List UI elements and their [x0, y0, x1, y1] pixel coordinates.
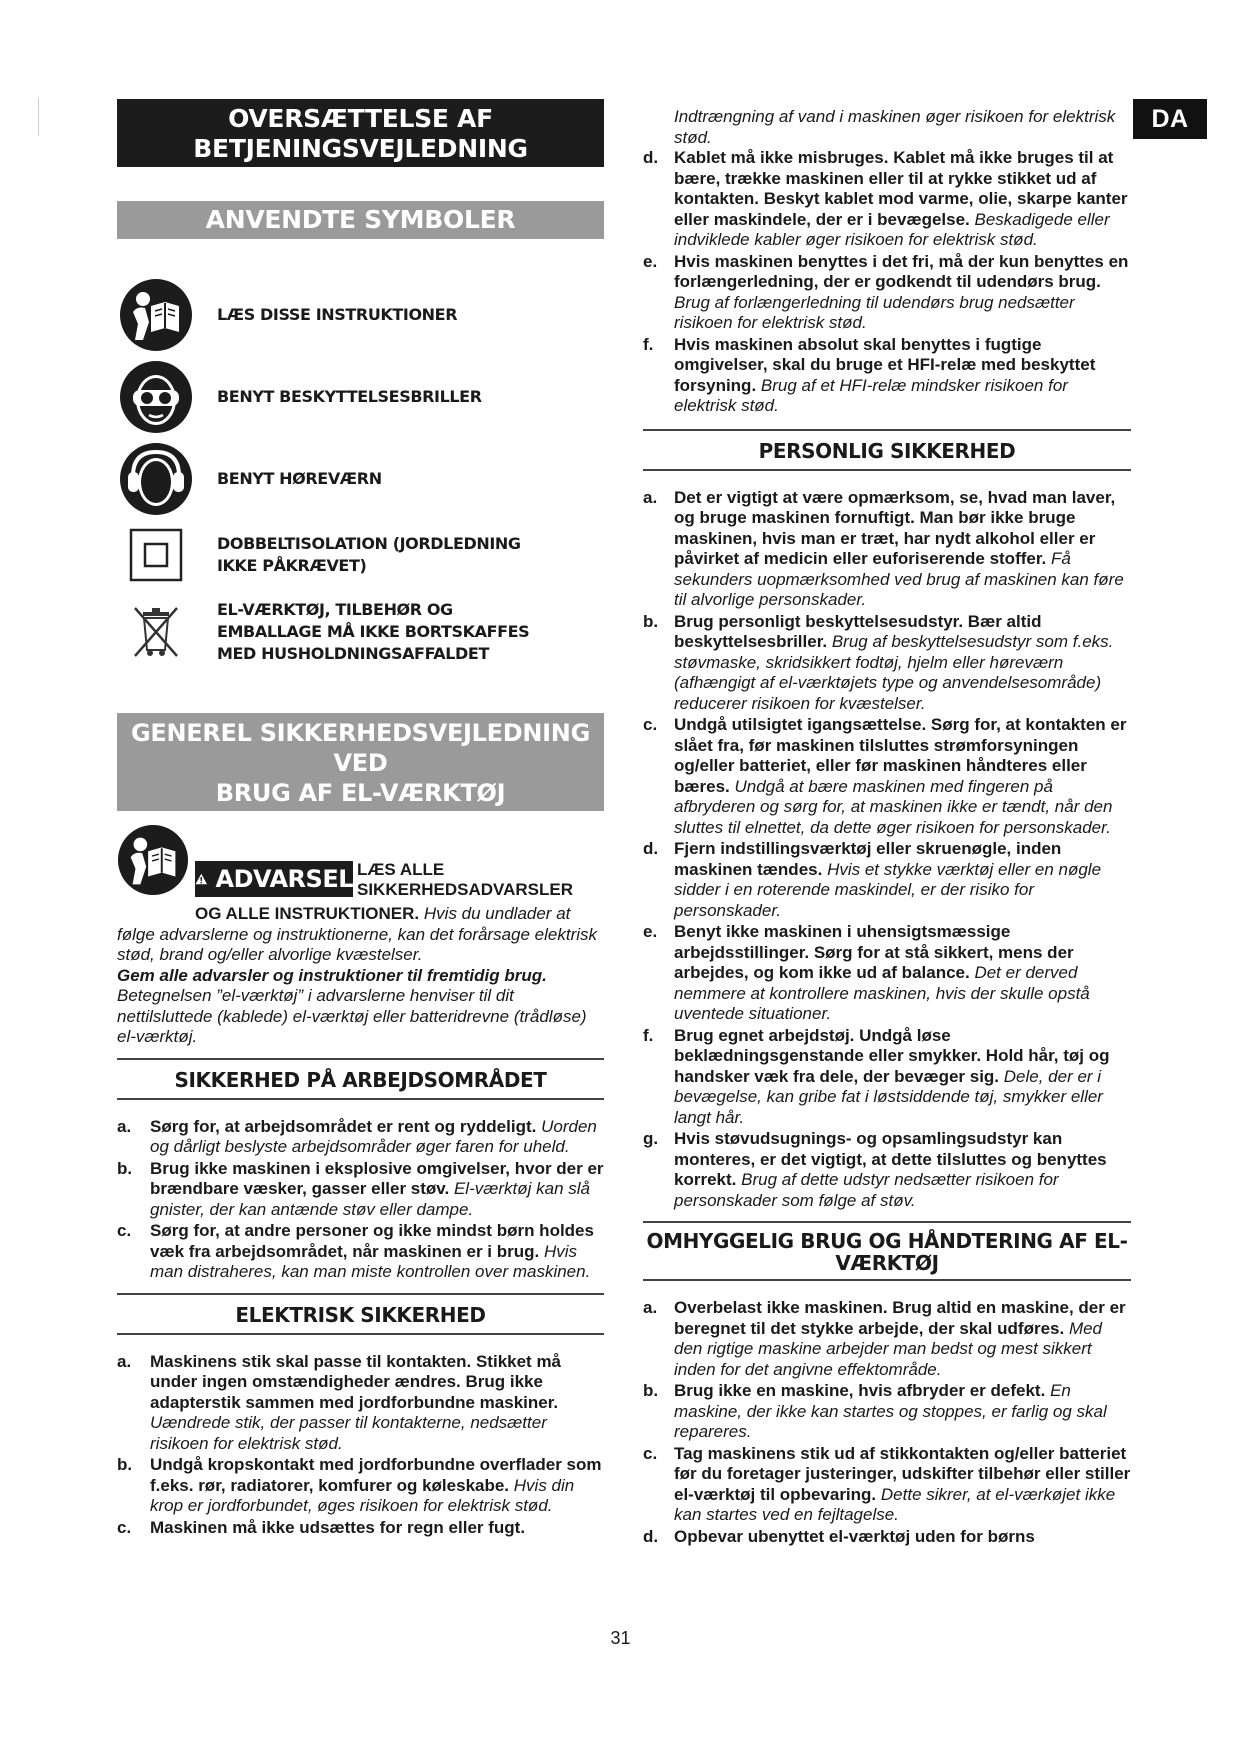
- item-bold: Opbevar ubenyttet el-værktøj uden for børns: [674, 1526, 1035, 1546]
- symbol-row: [117, 278, 604, 352]
- list-item: [643, 1381, 1131, 1443]
- list-item: [643, 839, 1131, 921]
- left-column: [117, 99, 604, 1539]
- safety-goggles-icon: [117, 360, 195, 434]
- list-item: [643, 1129, 1131, 1211]
- item-bold: Sørg for, at arbejdsområdet er rent og ryddeligt.: [150, 1116, 537, 1136]
- warning-lead-line-2: SIKKERHEDSADVARSLER: [357, 880, 573, 899]
- item-bold: Brug personligt beskyttelsesudstyr. Bær altid beskyttelsesbriller.: [674, 611, 1042, 651]
- warning-cont-italic: Hvis du undlader at: [423, 904, 571, 923]
- item-letter: a.: [643, 1298, 658, 1317]
- careful-use-list: [643, 1298, 1131, 1547]
- warning-cont-bold: OG ALLE INSTRUKTIONER.: [195, 904, 420, 923]
- list-item: [117, 1117, 604, 1158]
- list-item: [643, 612, 1131, 715]
- personal-heading: PERSONLIG SIKKERHED: [643, 429, 1131, 471]
- ear-protection-icon: [117, 442, 195, 516]
- crossed-bin-icon: [117, 604, 195, 660]
- symbols-heading: ANVENDTE SYMBOLER: [117, 201, 604, 239]
- electrical-list: [117, 1352, 604, 1539]
- item-letter: e.: [643, 251, 658, 271]
- work-area-heading: SIKKERHED PÅ ARBEJDSOMRÅDET: [117, 1058, 604, 1100]
- item-italic: Få sekunders uopmærksomhed ved brug af maskinen kan føre til alvorlige personskader.: [674, 549, 1124, 609]
- read-manual-icon: [117, 824, 189, 901]
- margin-rule: [38, 98, 39, 136]
- warning-triangle-icon: [195, 867, 208, 891]
- symbol-label: BENYT BESKYTTELSESBRILLER: [217, 387, 482, 406]
- item-letter: g.: [643, 1129, 659, 1148]
- item-bold: Hvis maskinen absolut skal benyttes i fugtige omgivelser, skal du bruge et HFI-relæ med beskyttet forsyning.: [674, 334, 1096, 395]
- list-item: [117, 1518, 604, 1539]
- language-tab: DA: [1133, 99, 1207, 139]
- warning-badge: [195, 861, 353, 897]
- work-area-list: [117, 1117, 604, 1283]
- warning-text: følge advarslerne og instruktionerne, kan det forårsage elektrisk stød, brand og/eller alvorlige kvæstelser.: [117, 924, 598, 964]
- careful-heading-line-1: OMHYGGELIG BRUG OG HÅNDTERING AF EL-: [646, 1229, 1128, 1253]
- item-letter: b.: [117, 1455, 133, 1474]
- double-insulation-icon: [117, 527, 195, 583]
- warning-badge-label: ADVARSEL: [215, 865, 353, 893]
- electrical-list-continued: [643, 148, 1131, 417]
- item-italic: El-værktøj kan slå gnister, der kan antænde støv eller dampe.: [150, 1179, 590, 1219]
- item-bold: Maskinen må ikke udsættes for regn eller fugt.: [150, 1517, 526, 1537]
- item-italic: Hvis et stykke værktøj eller en nøgle sidder i en roterende maskindel, er der risiko for personskader.: [674, 859, 1102, 920]
- item-bold: Benyt ikke maskinen i uhensigtsmæssige arbejdsstillinger. Sørg for at stå sikkert, mens der arbejdes, og kom ikke ud af balance.: [674, 922, 1074, 982]
- item-letter: b.: [643, 611, 659, 631]
- electrical-heading: ELEKTRISK SIKKERHED: [117, 1293, 604, 1335]
- list-item: [643, 488, 1131, 611]
- item-letter: f.: [643, 334, 654, 354]
- item-bold: Tag maskinens stik ud af stikkontakten og/eller batteriet før du foretager justeringer, udskifter tilbehør eller stiller el-værktøj til opbevaring.: [674, 1443, 1131, 1504]
- symbols-list: [117, 278, 604, 668]
- item-italic: Uændrede stik, der passer til kontakterne, nedsætter risikoen for elektrisk stød.: [150, 1413, 547, 1453]
- item-bold: Undgå kropskontakt med jordforbundne overflader som f.eks. rør, radiatorer, komfurer og køleskabe.: [150, 1455, 602, 1495]
- title-line-2: BETJENINGSVEJLEDNING: [193, 134, 528, 163]
- general-heading-line-1: GENEREL SIKKERHEDSVEJLEDNING VED: [131, 719, 590, 777]
- item-italic: Brug af forlængerledning til udendørs brug nedsætter risikoen for elektrisk stød.: [674, 292, 1075, 332]
- list-item: [643, 1527, 1131, 1548]
- list-item: [643, 1026, 1131, 1129]
- item-letter: d.: [643, 1526, 659, 1546]
- item-italic: Brug af beskyttelsesudstyr som f.eks. støvmaske, skridsikkert fodtøj, hjelm eller høreværn (afhængigt af el-værktøjets type og anvendelsesområde) reducerer risikoen for kvæstelser.: [674, 632, 1114, 713]
- symbol-label: BENYT HØREVÆRN: [217, 469, 382, 488]
- item-letter: f.: [643, 1025, 654, 1045]
- item-italic: Hvis man distraheres, kan man miste kontrollen over maskinen.: [150, 1241, 591, 1281]
- general-heading-line-2: BRUG AF EL-VÆRKTØJ: [215, 779, 506, 807]
- general-safety-heading: [117, 713, 604, 811]
- symbol-label: EL-VÆRKTØJ, TILBEHØR OG EMBALLAGE MÅ IKKE BORTSKAFFES MED HUSHOLDNINGSAFFALDET: [217, 600, 530, 663]
- list-item: [117, 1455, 604, 1517]
- list-item: [643, 335, 1131, 417]
- list-item: [643, 715, 1131, 838]
- list-item: [643, 148, 1131, 251]
- item-italic: Dette sikrer, at el-værkøjet ikke kan startes ved en fejltagelse.: [674, 1484, 1116, 1524]
- item-bold: Brug ikke maskinen i eksplosive omgivelser, hvor der er brændbare væsker, gasser eller støv.: [150, 1158, 604, 1198]
- item-letter: c.: [117, 1517, 132, 1537]
- item-italic: Beskadigede eller indviklede kabler øger risikoen for elektrisk stød.: [674, 209, 1110, 249]
- warning-lead-line-1: LÆS ALLE: [357, 860, 445, 879]
- item-letter: b.: [643, 1381, 659, 1400]
- item-letter: d.: [643, 148, 659, 167]
- read-manual-icon: [117, 278, 195, 352]
- item-bold: Undgå utilsigtet igangsættelse. Sørg for, at kontakten er slået fra, før maskinen tilsluttes strømforsyningen og/eller batteriet, eller før maskinen håndteres eller bæres.: [674, 715, 1127, 796]
- item-bold: Hvis støvudsugnings- og opsamlingsudstyr kan monteres, er det vigtigt, at dette tilsluttes og benyttes korrekt.: [674, 1129, 1107, 1189]
- item-bold: Maskinens stik skal passe til kontakten. Stikket må under ingen omstændigheder ændres. Brug ikke adapterstik sammen med jordforbundne maskiner.: [150, 1351, 562, 1412]
- list-item: [643, 252, 1131, 334]
- personal-list: [643, 488, 1131, 1212]
- item-italic: Med den rigtige maskine arbejder man bedst og mest sikkert inden for det angivne effektområde.: [674, 1318, 1103, 1379]
- item-letter: c.: [643, 1443, 658, 1463]
- careful-heading-line-2: VÆRKTØJ: [835, 1251, 939, 1275]
- item-italic: Undgå at bære maskinen med fingeren på afbryderen og sørg for, at maskinen ikke er tændt, når den sluttes til elnettet, da dette øger risikoen for personskader.: [674, 776, 1113, 837]
- symbol-row: [117, 440, 604, 518]
- item-letter: c.: [117, 1221, 132, 1240]
- item-bold: Sørg for, at andre personer og ikke mindst børn holdes væk fra arbejdsområdet, når maskinen er i brug.: [150, 1221, 594, 1261]
- item-bold: Brug ikke en maskine, hvis afbryder er defekt.: [674, 1381, 1046, 1400]
- warning-block: [117, 824, 604, 918]
- item-italic: En maskine, der ikke kan startes og stoppes, er farlig og skal repareres.: [674, 1381, 1107, 1441]
- symbol-label: LÆS DISSE INSTRUKTIONER: [217, 305, 458, 324]
- list-item: [643, 1444, 1131, 1526]
- warning-lead: [357, 860, 573, 900]
- item-letter: a.: [117, 1351, 132, 1371]
- page-number: 31: [610, 1628, 631, 1648]
- item-letter: b.: [117, 1158, 133, 1178]
- item-bold: Kablet må ikke misbruges. Kablet må ikke bruges til at bære, trække maskinen eller til at rykke stikket ud af kontakten. Beskyt kablet mod varme, olie, skarpe kanter eller maskindele, der er i bevægelse.: [674, 148, 1128, 229]
- item-italic: Uorden og dårligt beslyste arbejdsområder øger faren for uheld.: [150, 1116, 597, 1156]
- item-bold: Brug egnet arbejdstøj. Undgå løse beklædningsgenstande eller smykker. Hold hår, tøj og handsker væk fra dele, der bevæger sig.: [674, 1025, 1110, 1086]
- item-italic: Hvis din krop er jordforbundet, øges risikoen for elektrisk stød.: [150, 1475, 575, 1515]
- item-letter: a.: [117, 1116, 132, 1136]
- item-bold: Overbelast ikke maskinen. Brug altid en maskine, der er beregnet til det stykke arbejde, der skal udføres.: [674, 1298, 1126, 1338]
- item-letter: d.: [643, 839, 659, 858]
- symbol-row: [117, 596, 604, 668]
- item-italic: Det er derved nemmere at kontrollere maskinen, hvis der skulle opstå uventede situationer.: [674, 963, 1090, 1023]
- warning-definition: Betegnelsen ”el-værktøj” i advarslerne henviser til dit nettilsluttede (kablede) el-værktøj eller batteridrevne (trådløse) el-værktøj.: [117, 986, 587, 1046]
- symbol-label: DOBBELTISOLATION (JORDLEDNING IKKE PÅKRÆVET): [217, 534, 521, 575]
- item-letter: e.: [643, 922, 658, 941]
- list-item: [643, 922, 1131, 1025]
- item-italic: Brug af et HFI-relæ mindsker risikoen for elektrisk stød.: [674, 375, 1068, 415]
- item-bold: Fjern indstillingsværktøj eller skruenøgle, inden maskinen tændes.: [674, 839, 1062, 879]
- electrical-continuation: Indtrængning af vand i maskinen øger risikoen for elektrisk stød.: [674, 107, 1116, 147]
- list-item: [643, 1298, 1131, 1380]
- item-letter: a.: [643, 487, 658, 507]
- list-item: [117, 1352, 604, 1455]
- item-bold: Hvis maskinen benyttes i det fri, må der kun benyttes en forlængerledning, der er godkendt til udendørs brug.: [674, 251, 1129, 291]
- list-item: [117, 1159, 604, 1221]
- symbol-row: [117, 526, 604, 584]
- right-column: [643, 107, 1131, 1548]
- symbol-row: [117, 358, 604, 436]
- title-line-1: OVERSÆTTELSE AF: [228, 104, 493, 133]
- title-banner: [117, 99, 604, 167]
- list-item: [117, 1221, 604, 1283]
- item-letter: c.: [643, 715, 658, 734]
- item-italic: Brug af dette udstyr nedsætter risikoen for personskader som følge af støv.: [674, 1170, 1059, 1210]
- item-bold: Det er vigtigt at være opmærksom, se, hvad man laver, og bruge maskinen fornuftigt. Man bør ikke bruge maskinen, hvis man er træt, har nydt alkohol eller er påvirket af medicin eller euforiserende stoffer.: [674, 487, 1116, 568]
- warning-keep: Gem alle advarsler og instruktioner til fremtidig brug.: [117, 965, 547, 985]
- item-italic: Dele, der er i bevægelse, kan gribe fat i løstsiddende tøj, smykker eller langt hår.: [674, 1066, 1103, 1127]
- careful-use-heading: [643, 1221, 1131, 1281]
